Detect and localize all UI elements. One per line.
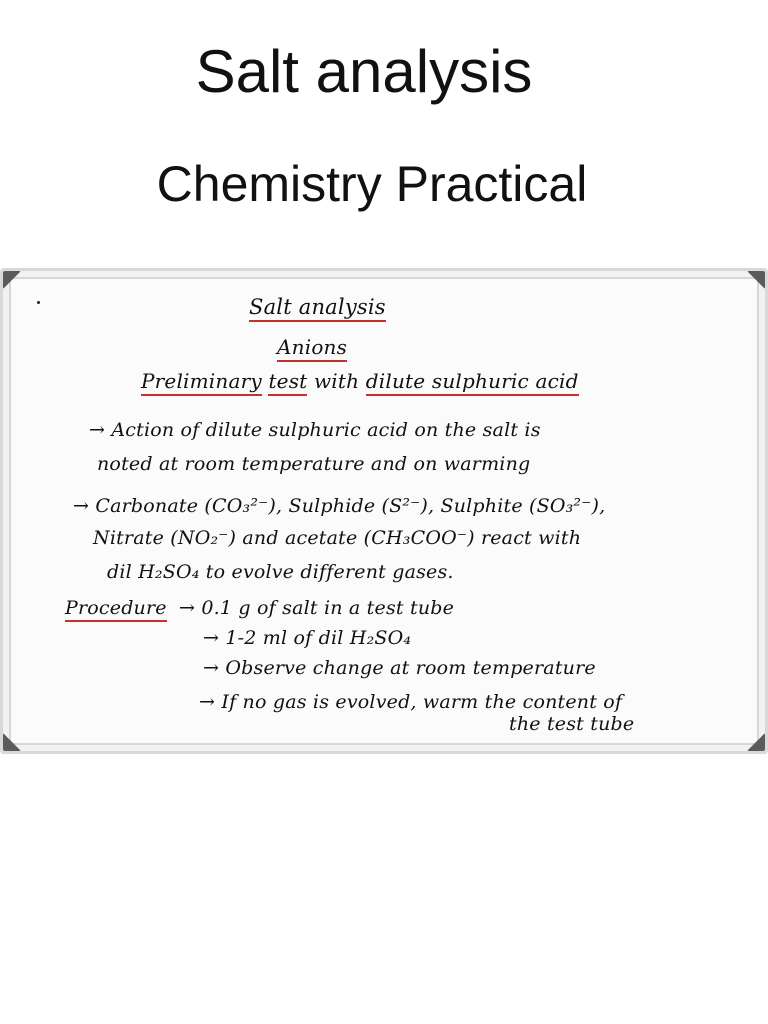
text-line-4: Nitrate (NO₂⁻) and acetate (CH₃COO⁻) react with [93,527,582,549]
board-subheading-text: Anions [277,335,347,362]
board-corner [747,271,765,289]
test-title-part4: dilute sulphuric acid [366,369,579,396]
procedure-step-5: the test tube [509,713,635,735]
procedure-label [65,597,167,619]
test-title-part3: with [313,369,360,393]
board-corner [3,271,21,289]
board-mark [37,301,40,304]
procedure-step-3: → Observe change at room temperature [203,657,596,679]
whiteboard [0,268,768,754]
procedure-step-2: → 1-2 ml of dil H₂SO₄ [203,627,412,649]
board-subheading [277,335,347,359]
board-corner [747,733,765,751]
board-heading-text: Salt analysis [249,295,386,322]
procedure-label-text: Procedure [65,597,167,622]
board-corner [3,733,21,751]
procedure-step-1: → 0.1 g of salt in a test tube [179,597,455,619]
procedure-step-4: → If no gas is evolved, warm the content of [199,691,623,713]
text-line-3: → Carbonate (CO₃²⁻), Sulphide (S²⁻), Sulphite (SO₃²⁻), [73,495,606,517]
page-title: Salt analysis [195,38,533,105]
text-line-1: → Action of dilute sulphuric acid on the salt is [89,419,541,441]
text-line-5: dil H₂SO₄ to evolve different gases. [107,561,454,583]
page-subtitle: Chemistry Practical [156,156,588,212]
test-title-part1: Preliminary [141,369,262,396]
test-title [141,369,579,393]
board-heading [249,295,386,319]
text-line-2: noted at room temperature and on warming [97,453,531,475]
test-title-part2: test [268,369,307,396]
